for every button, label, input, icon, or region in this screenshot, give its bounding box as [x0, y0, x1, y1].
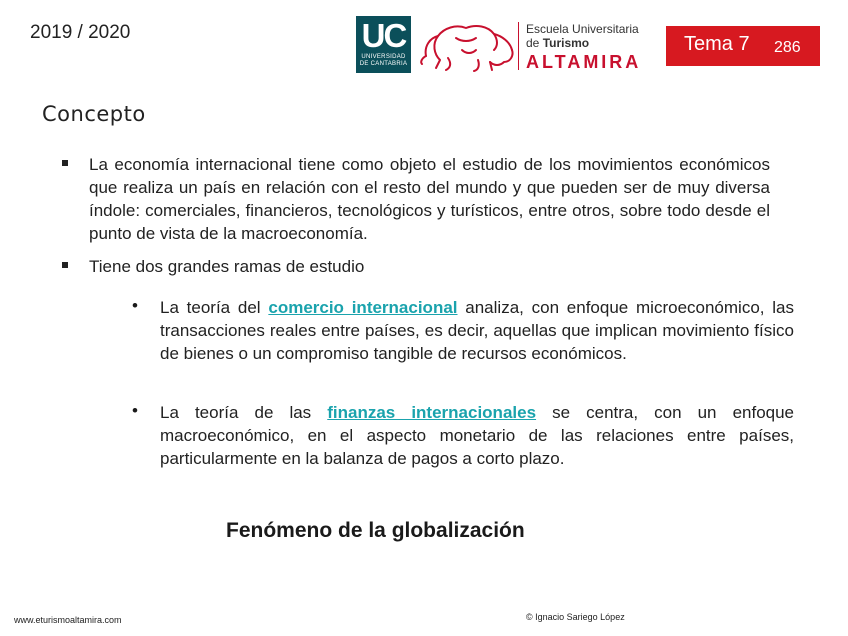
school-name-turismo: Turismo — [542, 36, 590, 50]
uc-logo-subtitle: UNIVERSIDAD DE CANTABRIA — [359, 54, 408, 67]
bullet-two-branches: Tiene dos grandes ramas de estudio — [89, 257, 365, 276]
link-comercio-internacional[interactable]: comercio internacional — [268, 298, 458, 317]
round-bullet-icon: • — [132, 401, 138, 420]
finance-theory-intro: La teoría de las — [160, 403, 328, 422]
uc-logo-letters: UC — [361, 17, 406, 54]
trade-theory-body: analiza, con enfoque microeconómico, las transacciones reales entre países, es decir, aquellas que implican movimiento físico de bienes o un compromiso tangible de recursos económicos. — [160, 298, 794, 363]
link-finanzas-internacionales[interactable]: finanzas internacionales — [327, 403, 537, 422]
bullet-economy-definition: La economía internacional tiene como objeto el estudio de los movimientos económicos que realiza un país en relación con el resto del mundo y que pueden ser de muy diversa índole: comerciales, financieros, tecnológicos y turísticos, entre otros, sobre todo desde el punto de vista de la macroeconomía. — [89, 155, 770, 243]
page-number: 286 — [774, 39, 801, 56]
uc-logo — [356, 16, 411, 73]
finance-theory-body: se centra, con un enfoque macroeconómico, en el aspecto monetario de las relaciones entre países, particularmente en la balanza de pagos a corto plazo. — [160, 403, 795, 468]
round-bullet-icon: • — [132, 296, 138, 315]
footer-copyright: © Ignacio Sariego López — [526, 612, 625, 622]
school-name-prefix: de — [526, 36, 543, 50]
logo-divider — [518, 22, 519, 70]
academic-year: 2019 / 2020 — [30, 22, 131, 43]
school-name-altamira: ALTAMIRA — [526, 52, 642, 72]
topic-label: Tema 7 — [684, 33, 750, 55]
school-name — [526, 22, 641, 73]
sub-bullet-finance-theory — [160, 401, 794, 470]
school-name-line2 — [526, 36, 641, 50]
trade-theory-intro: La teoría del — [160, 298, 269, 317]
section-heading: Concepto — [42, 102, 146, 126]
sub-bullet-trade-theory — [160, 296, 794, 365]
school-name-line1: Escuela Universitaria — [526, 22, 639, 36]
square-bullet-icon — [62, 160, 68, 166]
footer-website[interactable]: www.eturismoaltamira.com — [14, 615, 122, 625]
topic-badge — [666, 26, 820, 66]
bison-logo-icon — [418, 16, 518, 74]
globalization-title: Fenómeno de la globalización — [226, 519, 525, 542]
square-bullet-icon — [62, 262, 68, 268]
